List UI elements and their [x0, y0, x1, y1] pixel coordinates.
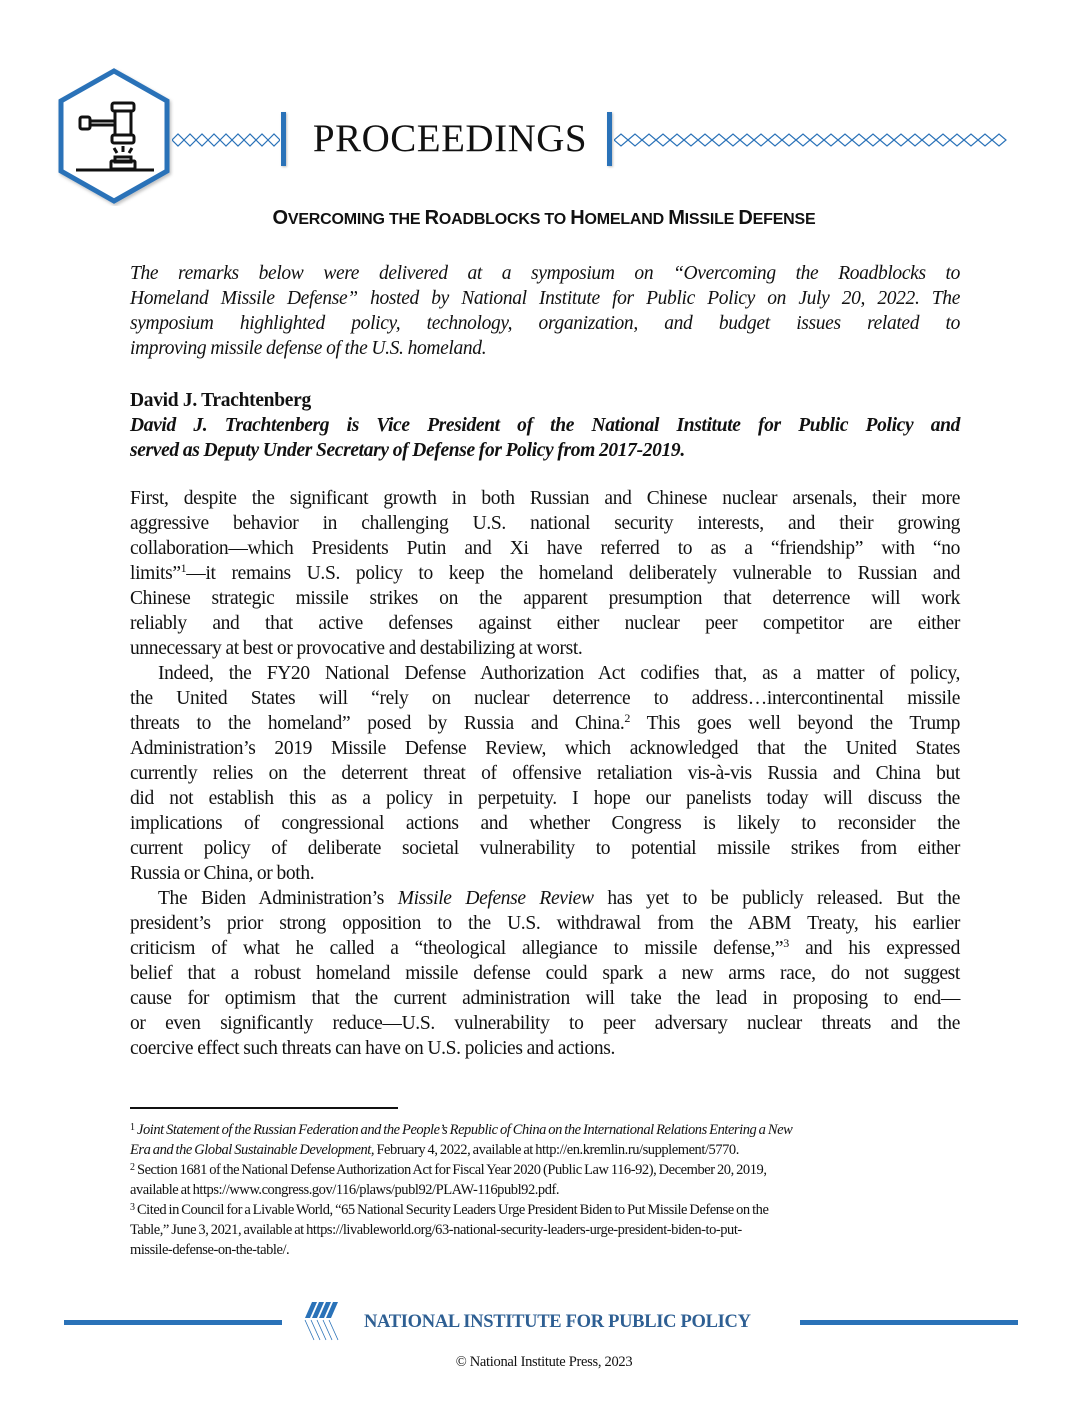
body-line: threats to the homeland” posed by Russia and China.$^2$ This goes well beyond the Trump: [130, 711, 960, 734]
body-paragraph-1: [130, 486, 960, 661]
body-line: reliably and that active defenses against either nuclear peer competitor are either: [130, 613, 960, 634]
body-line: Indeed, the FY20 National Defense Authorization Act codifies that, as a matter of policy,: [158, 663, 960, 684]
body-line: belief that a robust homeland missile defense could spark a new arms race, do not suggest: [130, 963, 960, 984]
series-label: PROCEEDINGS: [312, 117, 588, 160]
body-line: president’s prior strong opposition to the U.S. withdrawal from the ABM Treaty, his earlier: [130, 913, 960, 934]
intro-line: The remarks below were delivered at a symposium on “Overcoming the Roadblocks to: [130, 263, 960, 284]
body-line: aggressive behavior in challenging U.S. national security interests, and their growing: [130, 513, 960, 534]
body-line: Chinese strategic missile strikes on the apparent presumption that deterrence will work: [130, 588, 960, 609]
gavel-hexagon-logo-icon: [54, 66, 174, 206]
body-line: implications of congressional actions and whether Congress is likely to reconsider the: [130, 813, 960, 834]
speaker-bio: [130, 413, 960, 463]
footnote-1-link[interactable]: , February 4, 2022, available at http://en.kremlin.ru/supplement/5770.: [370, 1142, 739, 1158]
body-line: criticism of what he called a “theological allegiance to missile defense,”$^3$ and his expressed: [130, 936, 960, 959]
body-line: The Biden Administration’s Missile Defense Review has yet to be publicly released. But the: [158, 888, 960, 909]
body-line: currently relies on the deterrent threat of offensive retaliation vis-à-vis Russia and China but: [130, 763, 960, 784]
footnote-3: $^3$ Cited in Council for a Livable World, “65 National Security Leaders Urge President Biden to Put Missile Defense on the: [130, 1202, 769, 1218]
body-line: or even significantly reduce—U.S. vulnerability to peer adversary nuclear threats and the: [130, 1013, 960, 1034]
body-line: did not establish this as a policy in perpetuity. I hope our panelists today will discuss the: [130, 788, 960, 809]
body-line: Administration’s 2019 Missile Defense Review, which acknowledged that the United States: [130, 738, 960, 759]
footer-org-name: NATIONAL INSTITUTE FOR PUBLIC POLICY: [364, 1312, 751, 1332]
body-line: current policy of deliberate societal vulnerability to potential missile strikes from either: [130, 838, 960, 859]
body-line: Russia or China, or both.: [130, 863, 315, 884]
body-paragraph-2: [130, 661, 960, 886]
body-paragraph-3: [130, 886, 960, 1061]
footnote-2-link[interactable]: available at https://www.congress.gov/116/plaws/publ92/PLAW-116publ92.pdf.: [130, 1182, 560, 1198]
body-line: unnecessary at best or provocative and destabilizing at worst.: [130, 638, 583, 659]
intro-line: symposium highlighted policy, technology, organization, and budget issues related to: [130, 313, 960, 334]
body-line: cause for optimism that the current administration will take the lead in proposing to end—: [130, 988, 960, 1009]
body-line: coercive effect such threats can have on U.S. policies and actions.: [130, 1038, 616, 1059]
diamond-chain-decoration-right: [614, 133, 1014, 147]
footnote-ref-3[interactable]: 3: [783, 936, 789, 950]
nipp-stripes-logo-icon: [302, 1300, 346, 1344]
footnote-2: $^2$ Section 1681 of the National Defense Authorization Act for Fiscal Year 2020 (Public Law 116-92), December 20, 2019,: [130, 1162, 767, 1178]
footnote-1-cont: Era and the Global Sustainable Development, February 4, 2022, available at http://en.kremlin.ru/supplement/5770.: [130, 1142, 739, 1158]
bio-line: David J. Trachtenberg is Vice President of the National Institute for Public Policy and: [130, 415, 960, 436]
footnote-ref-2[interactable]: 2: [624, 711, 630, 725]
footnote-ref-1[interactable]: 1: [180, 561, 187, 575]
footer-rule-right: [800, 1320, 1018, 1325]
copyright-notice: © National Institute Press, 2023: [455, 1354, 633, 1370]
intro-line: Homeland Missile Defense” hosted by National Institute for Public Policy on July 20, 2022. The: [130, 288, 960, 309]
footnote-1: $^1$ Joint Statement of the Russian Federation and the People’s Republic of China on the International Relations Entering a New: [130, 1122, 793, 1138]
review-title-italic: Missile Defense Review: [397, 888, 594, 909]
header-divider-right: [607, 112, 612, 166]
footer-rule-left: [64, 1320, 282, 1325]
intro-line: improving missile defense of the U.S. homeland.: [130, 338, 487, 359]
document-title: OVERCOMING THE ROADBLOCKS TO HOMELAND MISSILE DEFENSE: [272, 207, 816, 229]
intro-paragraph: [130, 261, 960, 361]
body-line: First, despite the significant growth in both Russian and Chinese nuclear arsenals, their more: [130, 488, 960, 509]
footnote-separator: [130, 1107, 398, 1109]
body-line: limits”$^1$—it remains U.S. policy to keep the homeland deliberately vulnerable to Russian and: [130, 561, 960, 584]
body-line: the United States will “rely on nuclear deterrence to address…intercontinental missile: [130, 688, 960, 709]
bio-line: served as Deputy Under Secretary of Defense for Policy from 2017-2019.: [130, 440, 685, 461]
speaker-name: David J. Trachtenberg: [130, 390, 311, 411]
footnote-3-link-cont[interactable]: missile-defense-on-the-table/.: [130, 1242, 290, 1258]
body-line: collaboration—which Presidents Putin and Xi have referred to as a “friendship” with “no: [130, 538, 960, 559]
footnotes: [130, 1120, 960, 1260]
footnote-3-link[interactable]: Table,” June 3, 2021, available at https://livableworld.org/63-national-security-leaders-urge-president-biden-to-put-: [130, 1222, 742, 1238]
header-divider-left: [281, 112, 286, 166]
diamond-chain-decoration-left: [172, 133, 280, 147]
